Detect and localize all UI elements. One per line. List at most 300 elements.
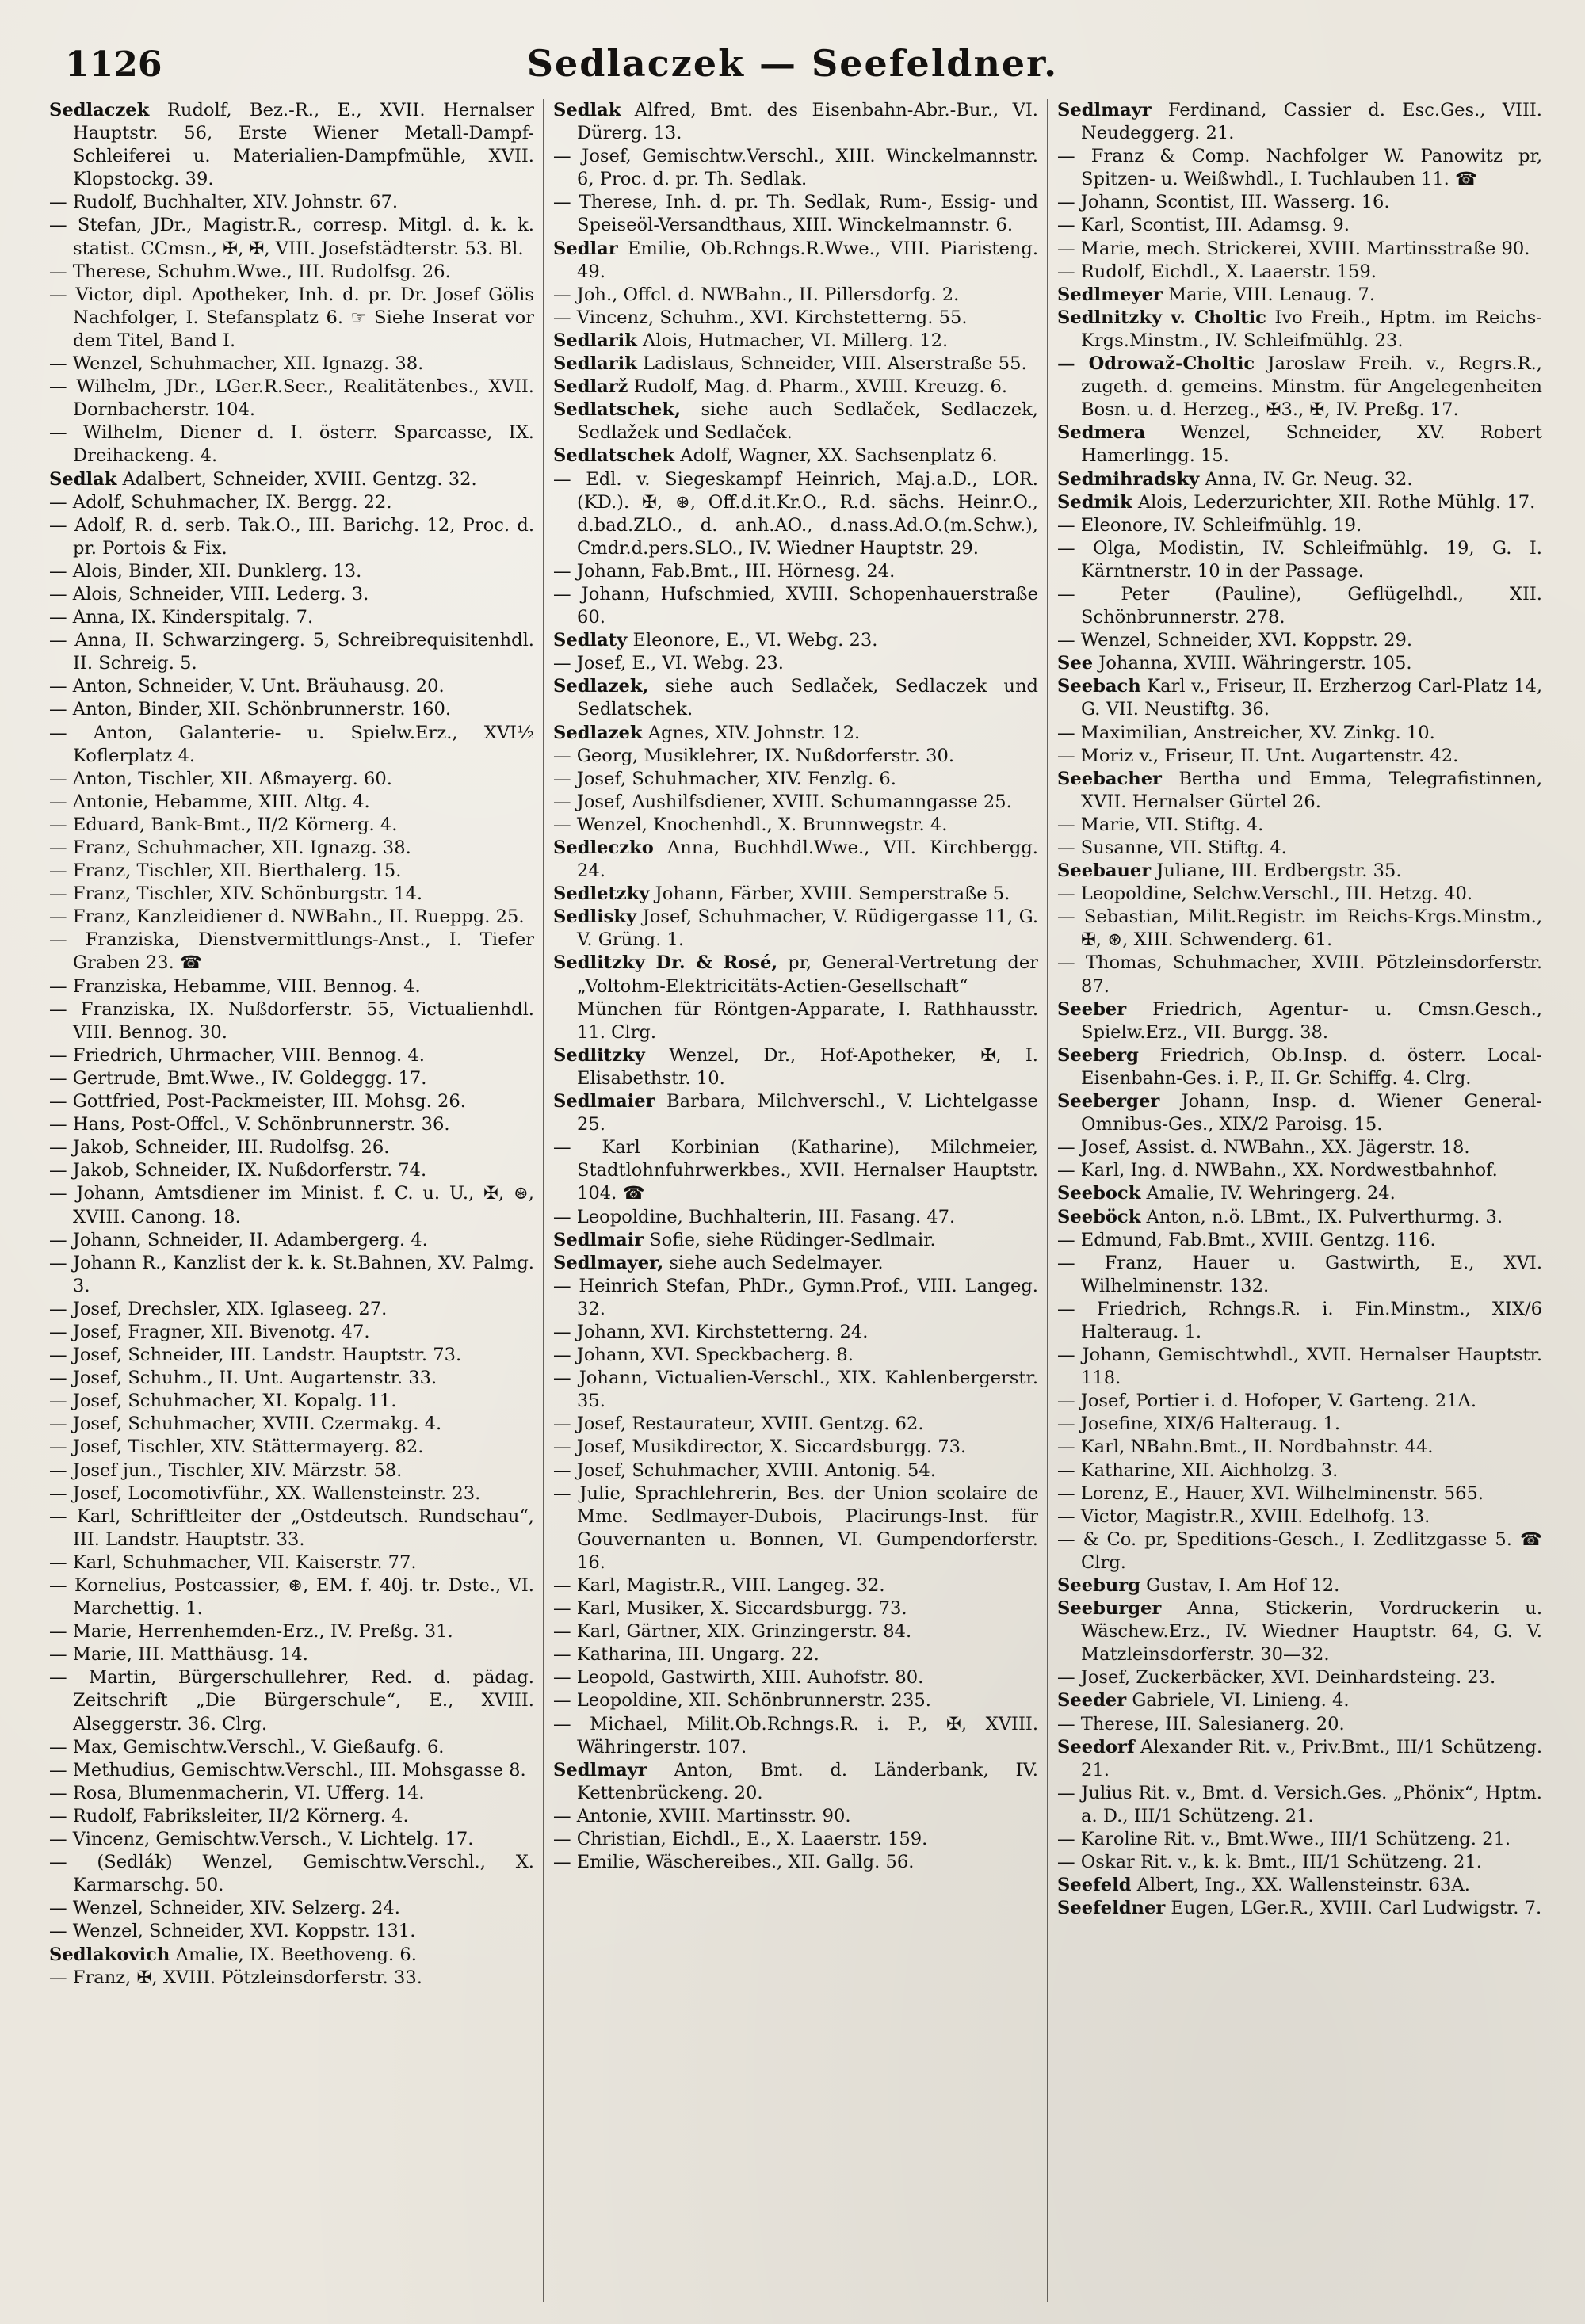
directory-entry	[553, 1206, 1038, 1229]
directory-entry	[1057, 537, 1542, 583]
entry-surname: Seefeldner	[1057, 1898, 1166, 1919]
directory-entry	[49, 1159, 534, 1182]
directory-entry	[553, 906, 1038, 952]
entry-surname: — Odrowaž-Choltic	[1057, 353, 1255, 375]
entry-surname: Sedlitzky Dr. & Rosé,	[553, 952, 778, 974]
directory-entry	[49, 491, 534, 514]
entry-text: Alexander Rit. v., Priv.Bmt., III/1 Schützeng. 21.	[1081, 1736, 1542, 1780]
entry-surname: Sedleczko	[553, 838, 654, 858]
entry-text: — Josef, E., VI. Webg. 23.	[553, 653, 784, 674]
entry-text: — Julius Rit. v., Bmt. d. Versich.Ges. „Phönix“, Hptm. a. D., III/1 Schützeng. 21.	[1057, 1782, 1542, 1826]
directory-entry	[553, 768, 1038, 791]
entry-text: — Franziska, Hebamme, VIII. Bennog. 4.	[49, 975, 421, 997]
entry-text: Agnes, XIV. Johnstr. 12.	[642, 722, 861, 743]
directory-entry	[553, 1344, 1038, 1367]
entry-text: — Karl, Schriftleiter der „Ostdeutsch. Rundschau“, III. Landstr. Hauptstr. 33.	[49, 1505, 534, 1550]
directory-entry	[1057, 284, 1542, 307]
entry-text: — Johann, XVI. Kirchstetterng. 24.	[553, 1321, 869, 1342]
directory-entry	[553, 145, 1038, 191]
directory-entry	[553, 1851, 1038, 1874]
directory-entry	[49, 1298, 534, 1321]
directory-entry	[49, 1897, 534, 1920]
entry-text: — Jakob, Schneider, III. Rudolfsg. 26.	[49, 1137, 390, 1158]
entry-text: — Leopold, Gastwirth, XIII. Auhofstr. 80.	[553, 1667, 924, 1689]
entry-text: Juliane, III. Erdbergstr. 35.	[1151, 861, 1402, 882]
directory-entry	[49, 929, 534, 975]
entry-text: siehe auch Sedlaček, Sedlaczek und Sedlatschek.	[577, 676, 1038, 720]
entry-surname: Sedlarik	[553, 353, 637, 375]
directory-entry	[553, 1805, 1038, 1828]
entry-text: — Franz, Kanzleidiener d. NWBahn., II. Rueppg. 25.	[49, 906, 525, 928]
entry-text: — Edmund, Fab.Bmt., XVIII. Gentzg. 116.	[1057, 1229, 1436, 1250]
directory-entry	[49, 1344, 534, 1367]
entry-text: — Rudolf, Buchhalter, XIV. Johnstr. 67.	[49, 192, 399, 213]
directory-entry	[49, 998, 534, 1044]
entry-text: — Josef, Drechsler, XIX. Iglaseeg. 27.	[49, 1298, 388, 1319]
directory-entry	[1057, 1782, 1542, 1828]
directory-entry	[553, 1321, 1038, 1344]
entry-text: Alois, Hutmacher, VI. Millerg. 12.	[636, 330, 949, 351]
entry-text: — Michael, Milit.Ob.Rchngs.R. i. P., ✠, XVIII. Währingerstr. 107.	[553, 1713, 1038, 1757]
entry-text: pr, General-Vertretung der „Voltohm-Elektricitäts-Actien-Gesellschaft“ München für Röntgen-Apparate, I. Rathhausstr. 11. Clrg.	[577, 952, 1038, 1043]
entry-text: — Johann, XVI. Speckbacherg. 8.	[553, 1345, 854, 1366]
directory-entry	[553, 583, 1038, 629]
directory-entry	[553, 1574, 1038, 1597]
entry-text: Johann, Färber, XVIII. Semperstraße 5.	[649, 883, 1010, 905]
entry-text: — Christian, Eichdl., E., X. Laaerstr. 159.	[553, 1829, 928, 1850]
directory-entry	[49, 1759, 534, 1782]
directory-entry	[553, 837, 1038, 883]
entry-text: Anton, Bmt. d. Länderbank, IV. Kettenbrückeng. 20.	[577, 1759, 1038, 1803]
entry-text: — Anna, II. Schwarzingerg. 5, Schreibrequisitenhdl. II. Schreig. 5.	[49, 630, 534, 674]
directory-entry	[49, 468, 534, 491]
entry-text: — Maximilian, Anstreicher, XV. Zinkg. 10.	[1057, 722, 1435, 743]
entry-text: siehe auch Sedlaček, Sedlaczek, Sedlažek und Sedlaček.	[577, 399, 1038, 444]
entry-surname: Sedlatschek	[553, 445, 675, 467]
entry-text: — Franziska, IX. Nußdorferstr. 55, Victualienhdl. VIII. Bennog. 30.	[49, 998, 534, 1043]
directory-entry	[553, 629, 1038, 652]
entry-text: — Friedrich, Uhrmacher, VIII. Bennog. 4.	[49, 1044, 425, 1066]
entry-text: — Hans, Post-Offcl., V. Schönbrunnerstr. 36.	[49, 1114, 450, 1135]
directory-entry	[49, 1805, 534, 1828]
entry-surname: Sedlnitzky v. Choltic	[1057, 307, 1266, 328]
entry-text: — Josef, Zuckerbäcker, XVI. Deinhardsteing. 23.	[1057, 1667, 1496, 1689]
entry-text: — Franz, Schuhmacher, XII. Ignazg. 38.	[49, 838, 411, 858]
directory-entry	[1057, 1344, 1542, 1390]
directory-entry	[1057, 1390, 1542, 1413]
directory-entry	[49, 1229, 534, 1252]
directory-entry	[553, 1367, 1038, 1413]
entry-text: Gabriele, VI. Linieng. 4.	[1126, 1690, 1350, 1712]
entry-surname: Sedmik	[1057, 491, 1132, 513]
entry-text: — Leopoldine, XII. Schönbrunnerstr. 235.	[553, 1690, 931, 1712]
entry-text: — Josef, Schuhm., II. Unt. Augartenstr. 33.	[49, 1368, 437, 1389]
directory-entry	[49, 629, 534, 675]
directory-entry	[1057, 1136, 1542, 1159]
directory-entry	[553, 1136, 1038, 1205]
entry-text: — Franz & Comp. Nachfolger W. Panowitz pr, Spitzen- u. Weißwhdl., I. Tuchlauben 11. ☎	[1057, 146, 1542, 190]
entry-text: — Gertrude, Bmt.Wwe., IV. Goldeggg. 17.	[49, 1067, 427, 1089]
directory-entry	[49, 1321, 534, 1344]
entry-text: — Josef, Restaurateur, XVIII. Gentzg. 62.	[553, 1414, 924, 1435]
entry-text: — Johann, Fab.Bmt., III. Hörnesg. 24.	[553, 560, 896, 582]
entry-text: — Anton, Binder, XII. Schönbrunnerstr. 160.	[49, 699, 452, 720]
entry-text: — Eleonore, IV. Schleifmühlg. 19.	[1057, 514, 1362, 536]
directory-entry	[553, 353, 1038, 376]
entry-text: Rudolf, Bez.-R., E., XVII. Hernalser Hauptstr. 56, Erste Wiener Metall-Dampf-Schleiferei u. Materialien-Dampfmühle, XVII. Klopstockg. 39.	[73, 100, 534, 190]
directory-entry	[49, 837, 534, 860]
column-2	[553, 99, 1038, 2302]
directory-entry	[1057, 1897, 1542, 1920]
directory-entry	[1057, 998, 1542, 1044]
entry-text: — Rudolf, Fabriksleiter, II/2 Körnerg. 4.	[49, 1805, 409, 1826]
entry-text: — Oskar Rit. v., k. k. Bmt., III/1 Schützeng. 21.	[1057, 1852, 1482, 1873]
directory-entry	[49, 1920, 534, 1943]
entry-text: — Josef, Assist. d. NWBahn., XX. Jägerstr. 18.	[1057, 1137, 1470, 1158]
entry-text: — Josef, Schneider, III. Landstr. Hauptstr. 73.	[49, 1345, 462, 1366]
directory-entry	[49, 1182, 534, 1228]
directory-entry	[553, 814, 1038, 837]
entry-surname: Sedlaty	[553, 630, 628, 651]
entry-text: — Heinrich Stefan, PhDr., Gymn.Prof., VIII. Langeg. 32.	[553, 1275, 1038, 1319]
directory-entry	[49, 1483, 534, 1505]
entry-text: Bertha und Emma, Telegrafistinnen, XVII. Hernalser Gürtel 26.	[1081, 768, 1542, 812]
directory-entry	[49, 1505, 534, 1551]
directory-entry	[1057, 745, 1542, 768]
entry-text: — Jakob, Schneider, IX. Nußdorferstr. 74.	[49, 1160, 427, 1181]
directory-entry	[49, 698, 534, 721]
entry-surname: Sedlazek,	[553, 676, 649, 697]
entry-text: — Karl, Musiker, X. Siccardsburgg. 73.	[553, 1598, 907, 1620]
directory-entry	[1057, 1505, 1542, 1528]
directory-entry	[553, 1713, 1038, 1759]
entry-surname: Sedlitzky	[553, 1044, 645, 1066]
directory-entry	[553, 1828, 1038, 1851]
entry-surname: Sedlmayer,	[553, 1252, 664, 1273]
directory-entry	[553, 1044, 1038, 1090]
entry-text: — Moriz v., Friseur, II. Unt. Augartenstr. 42.	[1057, 745, 1459, 766]
entry-text: — Franz, Tischler, XIV. Schönburgstr. 14.	[49, 883, 423, 905]
directory-entry	[1057, 1828, 1542, 1851]
directory-entry	[553, 1275, 1038, 1321]
entry-text: Albert, Ing., XX. Wallensteinstr. 63A.	[1131, 1875, 1470, 1896]
entry-text: — Emilie, Wäschereibes., XII. Gallg. 56.	[553, 1852, 915, 1873]
directory-entry	[553, 1597, 1038, 1620]
directory-entry	[1057, 1090, 1542, 1136]
entry-text: — Josef, Fragner, XII. Bivenotg. 47.	[49, 1321, 370, 1342]
entry-text: Wenzel, Schneider, XV. Robert Hamerlingg. 15.	[1081, 422, 1542, 467]
entry-text: Anna, Buchhdl.Wwe., VII. Kirchbergg. 24.	[577, 838, 1038, 882]
directory-entry	[1057, 629, 1542, 652]
directory-entry	[49, 1828, 534, 1851]
directory-entry	[1057, 145, 1542, 191]
entry-surname: Seeburg	[1057, 1575, 1140, 1596]
directory-entry	[1057, 491, 1542, 514]
entry-surname: Sedlakovich	[49, 1944, 170, 1965]
entry-text: Jaroslaw Freih. v., Regrs.R., zugeth. d. gemeins. Minstm. für Angelegenheiten Bosn. u. d. Herzeg., ✠3., ✠, IV. Preßg. 17.	[1081, 353, 1542, 421]
entry-text: Adalbert, Schneider, XVIII. Gentzg. 32.	[116, 468, 477, 490]
entry-surname: Sedlak	[49, 468, 117, 490]
directory-entry	[49, 768, 534, 791]
entry-text: — Olga, Modistin, IV. Schleifmühlg. 19, G. I. Kärntnerstr. 10 in der Passage.	[1057, 537, 1542, 582]
directory-entry	[1057, 468, 1542, 491]
directory-entry	[49, 1136, 534, 1159]
page-header	[55, 40, 1530, 87]
column-1	[49, 99, 534, 2302]
directory-entry	[1057, 514, 1542, 537]
entry-text: — Vincenz, Gemischtw.Versch., V. Lichtelg. 17.	[49, 1829, 474, 1850]
entry-text: Johann, Insp. d. Wiener General-Omnibus-Ges., XIX/2 Paroisg. 15.	[1081, 1091, 1542, 1135]
directory-entry	[553, 1620, 1038, 1643]
directory-entry	[49, 1551, 534, 1574]
entry-text: Anton, n.ö. LBmt., IX. Pulverthurmg. 3.	[1140, 1206, 1503, 1227]
entry-text: — Adolf, Schuhmacher, IX. Bergg. 22.	[49, 491, 392, 513]
directory-entry	[49, 606, 534, 629]
directory-entry	[1057, 1436, 1542, 1459]
directory-entry	[553, 1689, 1038, 1712]
directory-entry	[49, 422, 534, 467]
entry-text: — Antonie, XVIII. Martinsstr. 90.	[553, 1805, 851, 1826]
directory-entry	[49, 1643, 534, 1666]
entry-surname: Sedlisky	[553, 906, 637, 928]
entry-text: — Anton, Tischler, XII. Aßmayerg. 60.	[49, 768, 392, 789]
entry-surname: Sedlaczek	[49, 100, 150, 120]
entry-surname: Seebauer	[1057, 861, 1152, 882]
directory-entry	[1057, 191, 1542, 214]
directory-entry	[1057, 814, 1542, 837]
entry-surname: Seeburger	[1057, 1598, 1162, 1620]
entry-text: — Leopoldine, Selchw.Verschl., III. Hetzg. 40.	[1057, 883, 1473, 905]
entry-text: — Josef, Locomotivführ., XX. Wallensteinstr. 23.	[49, 1483, 481, 1504]
entry-text: — Peter (Pauline), Geflügelhdl., XII. Schönbrunnerstr. 278.	[1057, 583, 1542, 628]
directory-entry	[49, 376, 534, 422]
entry-text: — Karl, Gärtner, XIX. Grinzingerstr. 84.	[553, 1621, 912, 1643]
directory-entry	[553, 1759, 1038, 1805]
entry-text: — Johann, Amtsdiener im Minist. f. C. u. U., ✠, ⊛, XVIII. Canong. 18.	[49, 1183, 534, 1227]
directory-entry	[49, 1367, 534, 1390]
entry-text: — Adolf, R. d. serb. Tak.O., III. Barichg. 12, Proc. d. pr. Portois & Fix.	[49, 514, 534, 559]
entry-text: — Joh., Offcl. d. NWBahn., II. Pillersdorfg. 2.	[553, 284, 960, 305]
entry-text: — Wenzel, Schneider, XVI. Koppstr. 131.	[49, 1921, 416, 1942]
directory-entry	[553, 376, 1038, 399]
entry-text: — Wilhelm, Diener d. I. österr. Sparcasse, IX. Dreihackeng. 4.	[49, 422, 534, 467]
entry-text: — Anton, Galanterie- u. Spielw.Erz., XVI½ Koflerplatz 4.	[49, 722, 534, 766]
directory-entry	[553, 445, 1038, 467]
directory-entry	[553, 652, 1038, 675]
entry-text: — Julie, Sprachlehrerin, Bes. der Union scolaire de Mme. Sedlmayer-Dubois, Placirungs-Inst. für Gouvernanten u. Bonnen, VI. Gumpendorferstr. 16.	[553, 1483, 1038, 1573]
directory-entry	[1057, 1689, 1542, 1712]
entry-text: — Rosa, Blumenmacherin, VI. Ufferg. 14.	[49, 1782, 425, 1803]
entry-text: — Rudolf, Eichdl., X. Laaerstr. 159.	[1057, 261, 1377, 282]
entry-text: Ferdinand, Cassier d. Esc.Ges., VIII. Neudeggerg. 21.	[1081, 100, 1542, 144]
entry-text: — Johann R., Kanzlist der k. k. St.Bahnen, XV. Palmg. 3.	[49, 1252, 534, 1296]
entry-text: Gustav, I. Am Hof 12.	[1140, 1575, 1340, 1596]
directory-entry	[553, 191, 1038, 237]
entry-surname: Seeberg	[1057, 1044, 1139, 1066]
directory-entry	[553, 1460, 1038, 1483]
directory-entry	[1057, 722, 1542, 745]
directory-entry	[553, 560, 1038, 583]
entry-surname: Seebach	[1057, 676, 1141, 697]
entry-text: — Victor, Magistr.R., XVIII. Edelhofg. 13.	[1057, 1505, 1430, 1527]
directory-entry	[49, 353, 534, 376]
entry-text: — Kornelius, Postcassier, ⊛, EM. f. 40j. tr. Dste., VI. Marchettig. 1.	[49, 1575, 534, 1620]
directory-entry	[1057, 1460, 1542, 1483]
directory-entry	[49, 583, 534, 606]
directory-entry	[49, 514, 534, 560]
entry-text: — Thomas, Schuhmacher, XVIII. Pötzleinsdorferstr. 87.	[1057, 952, 1542, 997]
entry-surname: Sedlar	[553, 238, 618, 259]
entry-text: — Susanne, VII. Stiftg. 4.	[1057, 838, 1287, 858]
directory-entry	[1057, 768, 1542, 814]
column-3	[1057, 99, 1542, 2302]
entry-text: — Therese, Inh. d. pr. Th. Sedlak, Rum-, Essig- und Speiseöl-Versandthaus, XIII. Winckelmannstr. 6.	[553, 192, 1038, 236]
entry-text: — Victor, dipl. Apotheker, Inh. d. pr. Dr. Josef Gölis Nachfolger, I. Stefansplatz 6. ☞ Siehe Inserat vor dem Titel, Band I.	[49, 284, 534, 351]
entry-text: Alois, Lederzurichter, XII. Rothe Mühlg. 17.	[1132, 491, 1536, 513]
directory-entry	[49, 906, 534, 929]
entry-surname: Sedlatschek,	[553, 399, 681, 421]
directory-entry	[49, 1460, 534, 1483]
entry-surname: Sedlmaier	[553, 1091, 655, 1112]
entry-text: — Franz, Tischler, XII. Bierthalerg. 15.	[49, 861, 402, 882]
entry-surname: Sedlmayr	[553, 1759, 647, 1780]
directory-entry	[49, 1044, 534, 1067]
entry-surname: Seeber	[1057, 998, 1127, 1020]
entry-text: Ivo Freih., Hptm. im Reichs-Krgs.Minstm., IV. Schleifmühlg. 23.	[1081, 307, 1542, 351]
directory-entry	[553, 791, 1038, 814]
directory-entry	[49, 675, 534, 698]
directory-entry	[1057, 1666, 1542, 1689]
entry-text: — Marie, III. Matthäusg. 14.	[49, 1644, 308, 1666]
directory-entry	[49, 560, 534, 583]
entry-surname: Seeböck	[1057, 1206, 1141, 1227]
entry-text: Barbara, Milchverschl., V. Lichtelgasse 25.	[577, 1091, 1038, 1135]
entry-text: — Josef, Portier i. d. Hofoper, V. Garteng. 21A.	[1057, 1391, 1476, 1412]
directory-entry	[553, 307, 1038, 330]
directory-entry	[49, 99, 534, 191]
directory-entry	[49, 1090, 534, 1113]
entry-text: — Karoline Rit. v., Bmt.Wwe., III/1 Schützeng. 21.	[1057, 1829, 1511, 1850]
entry-text: — Johann, Hufschmied, XVIII. Schopenhauerstraße 60.	[553, 583, 1038, 628]
directory-entry	[553, 238, 1038, 284]
directory-entry	[553, 1666, 1038, 1689]
entry-text: Rudolf, Mag. d. Pharm., XVIII. Kreuzg. 6.	[628, 376, 1008, 398]
directory-entry	[49, 1574, 534, 1620]
directory-entry	[49, 1113, 534, 1136]
entry-text: Marie, VIII. Lenaug. 7.	[1162, 284, 1376, 305]
entry-surname: Sedlmayr	[1057, 100, 1152, 120]
entry-text: Friedrich, Ob.Insp. d. österr. Local-Eisenbahn-Ges. i. P., II. Gr. Schiffg. 4. Clrg.	[1081, 1044, 1542, 1089]
entry-text: — Antonie, Hebamme, XIII. Altg. 4.	[49, 791, 370, 812]
entry-surname: See	[1057, 653, 1094, 674]
entry-surname: Sedlarik	[553, 330, 637, 351]
directory-entry	[553, 722, 1038, 745]
directory-entry	[1057, 906, 1542, 952]
entry-text: — Johann, Gemischtwhdl., XVII. Hernalser Hauptstr. 118.	[1057, 1345, 1542, 1389]
entry-text: Alfred, Bmt. des Eisenbahn-Abr.-Bur., VI. Dürerg. 13.	[577, 100, 1038, 144]
entry-text: — Therese, Schuhm.Wwe., III. Rudolfsg. 26.	[49, 261, 451, 282]
entry-text: Eleonore, E., VI. Webg. 23.	[627, 630, 878, 651]
directory-entry	[553, 468, 1038, 560]
directory-entry	[553, 1643, 1038, 1666]
entry-text: — Josef, Schuhmacher, XVIII. Antonig. 54.	[553, 1460, 936, 1481]
directory-entry	[1057, 1044, 1542, 1090]
entry-text: Johanna, XVIII. Währingerstr. 105.	[1093, 653, 1412, 674]
entry-text: — Edl. v. Siegeskampf Heinrich, Maj.a.D., LOR. (KD.). ✠, ⊛, Off.d.it.Kr.O., R.d. sächs. Heinr.O., d.bad.ZLO., d. anh.AO., d.nass.Ad.O.(m.Schw.), Cmdr.d.pers.SLO., IV. Wiedner Hauptstr. 29.	[553, 468, 1038, 559]
entry-text: — Josef, Schuhmacher, XI. Kopalg. 11.	[49, 1391, 397, 1412]
entry-surname: Sedlazek	[553, 722, 643, 743]
entry-text: — Josef jun., Tischler, XIV. Märzstr. 58.	[49, 1460, 403, 1481]
directory-entry	[1057, 1206, 1542, 1229]
entry-text: — Josef, Gemischtw.Verschl., XIII. Winckelmannstr. 6, Proc. d. pr. Th. Sedlak.	[553, 146, 1038, 190]
entry-surname: Sedlak	[553, 100, 621, 120]
directory-entry	[1057, 583, 1542, 629]
entry-text: — Wenzel, Schneider, XIV. Selzerg. 24.	[49, 1898, 400, 1919]
directory-entry	[1057, 1574, 1542, 1597]
directory-entry	[49, 1851, 534, 1897]
entry-text: Anna, Stickerin, Vordruckerin u. Wäschew.Erz., IV. Wiedner Hauptstr. 64, G. V. Matzleinsdorferstr. 30—32.	[1081, 1598, 1542, 1666]
entry-surname: Seedorf	[1057, 1736, 1135, 1757]
entry-text: — Alois, Binder, XII. Dunklerg. 13.	[49, 560, 362, 582]
page-number: 1126	[65, 44, 162, 85]
entry-text: — (Sedlák) Wenzel, Gemischtw.Verschl., X. Karmarschg. 50.	[49, 1852, 534, 1896]
entry-text: — Wilhelm, JDr., LGer.R.Secr., Realitätenbes., XVII. Dornbacherstr. 104.	[49, 376, 534, 421]
directory-entry	[1057, 1851, 1542, 1874]
entry-text: — Anna, IX. Kinderspitalg. 7.	[49, 607, 314, 628]
directory-entry	[49, 1413, 534, 1436]
entry-text: Sofie, siehe Rüdinger-Sedlmair.	[644, 1229, 936, 1250]
directory-entry	[553, 1229, 1038, 1252]
entry-text: Eugen, LGer.R., XVIII. Carl Ludwigstr. 7.	[1165, 1898, 1542, 1919]
directory-entry	[1057, 1182, 1542, 1205]
directory-entry	[1057, 1736, 1542, 1782]
directory-entry	[49, 1436, 534, 1459]
entry-text: — Josef, Musikdirector, X. Siccardsburgg. 73.	[553, 1437, 967, 1458]
entry-surname: Seeder	[1057, 1690, 1127, 1712]
entry-text: — Josefine, XIX/6 Halteraug. 1.	[1057, 1414, 1341, 1435]
directory-entry	[49, 791, 534, 814]
entry-surname: Seefeld	[1057, 1875, 1132, 1896]
entry-text: siehe auch Sedelmayer.	[663, 1252, 884, 1273]
directory-entry	[49, 1252, 534, 1298]
directory-entry	[553, 952, 1038, 1044]
entry-text: — Max, Gemischtw.Verschl., V. Gießaufg. 6.	[49, 1736, 445, 1757]
directory-entry	[49, 722, 534, 768]
directory-entry	[49, 975, 534, 998]
entry-text: — Marie, Herrenhemden-Erz., IV. Preßg. 31.	[49, 1621, 453, 1643]
entry-text: — Johann, Scontist, III. Wasserg. 16.	[1057, 192, 1390, 213]
entry-text: — Karl Korbinian (Katharine), Milchmeier, Stadtlohnfuhrwerkbes., XVII. Hernalser Hauptstr. 104. ☎	[553, 1137, 1038, 1204]
entry-text: Amalie, IV. Wehringerg. 24.	[1140, 1183, 1396, 1204]
entry-text: — Eduard, Bank-Bmt., II/2 Körnerg. 4.	[49, 814, 398, 835]
entry-text: Ladislaus, Schneider, VIII. Alserstraße 55.	[636, 353, 1027, 375]
directory-entry	[1057, 1252, 1542, 1298]
entry-text: — Wenzel, Knochenhdl., X. Brunnwegstr. 4.	[553, 814, 948, 835]
directory-entry	[1057, 1298, 1542, 1344]
entry-surname: Sedlmeyer	[1057, 284, 1163, 305]
directory-entry	[49, 860, 534, 883]
entry-text: — Karl, NBahn.Bmt., II. Nordbahnstr. 44.	[1057, 1437, 1434, 1458]
entry-text: — Katharina, III. Ungarg. 22.	[553, 1644, 819, 1666]
directory-entry	[553, 284, 1038, 307]
entry-text: — Friedrich, Rchngs.R. i. Fin.Minstm., XIX/6 Halteraug. 1.	[1057, 1298, 1542, 1342]
directory-entry	[553, 99, 1038, 145]
directory-entry	[553, 1436, 1038, 1459]
directory-entry	[1057, 1713, 1542, 1736]
directory-entry	[1057, 883, 1542, 906]
entry-surname: Seebock	[1057, 1183, 1141, 1204]
entry-text: — Franz, Hauer u. Gastwirth, E., XVI. Wilhelminenstr. 132.	[1057, 1252, 1542, 1296]
